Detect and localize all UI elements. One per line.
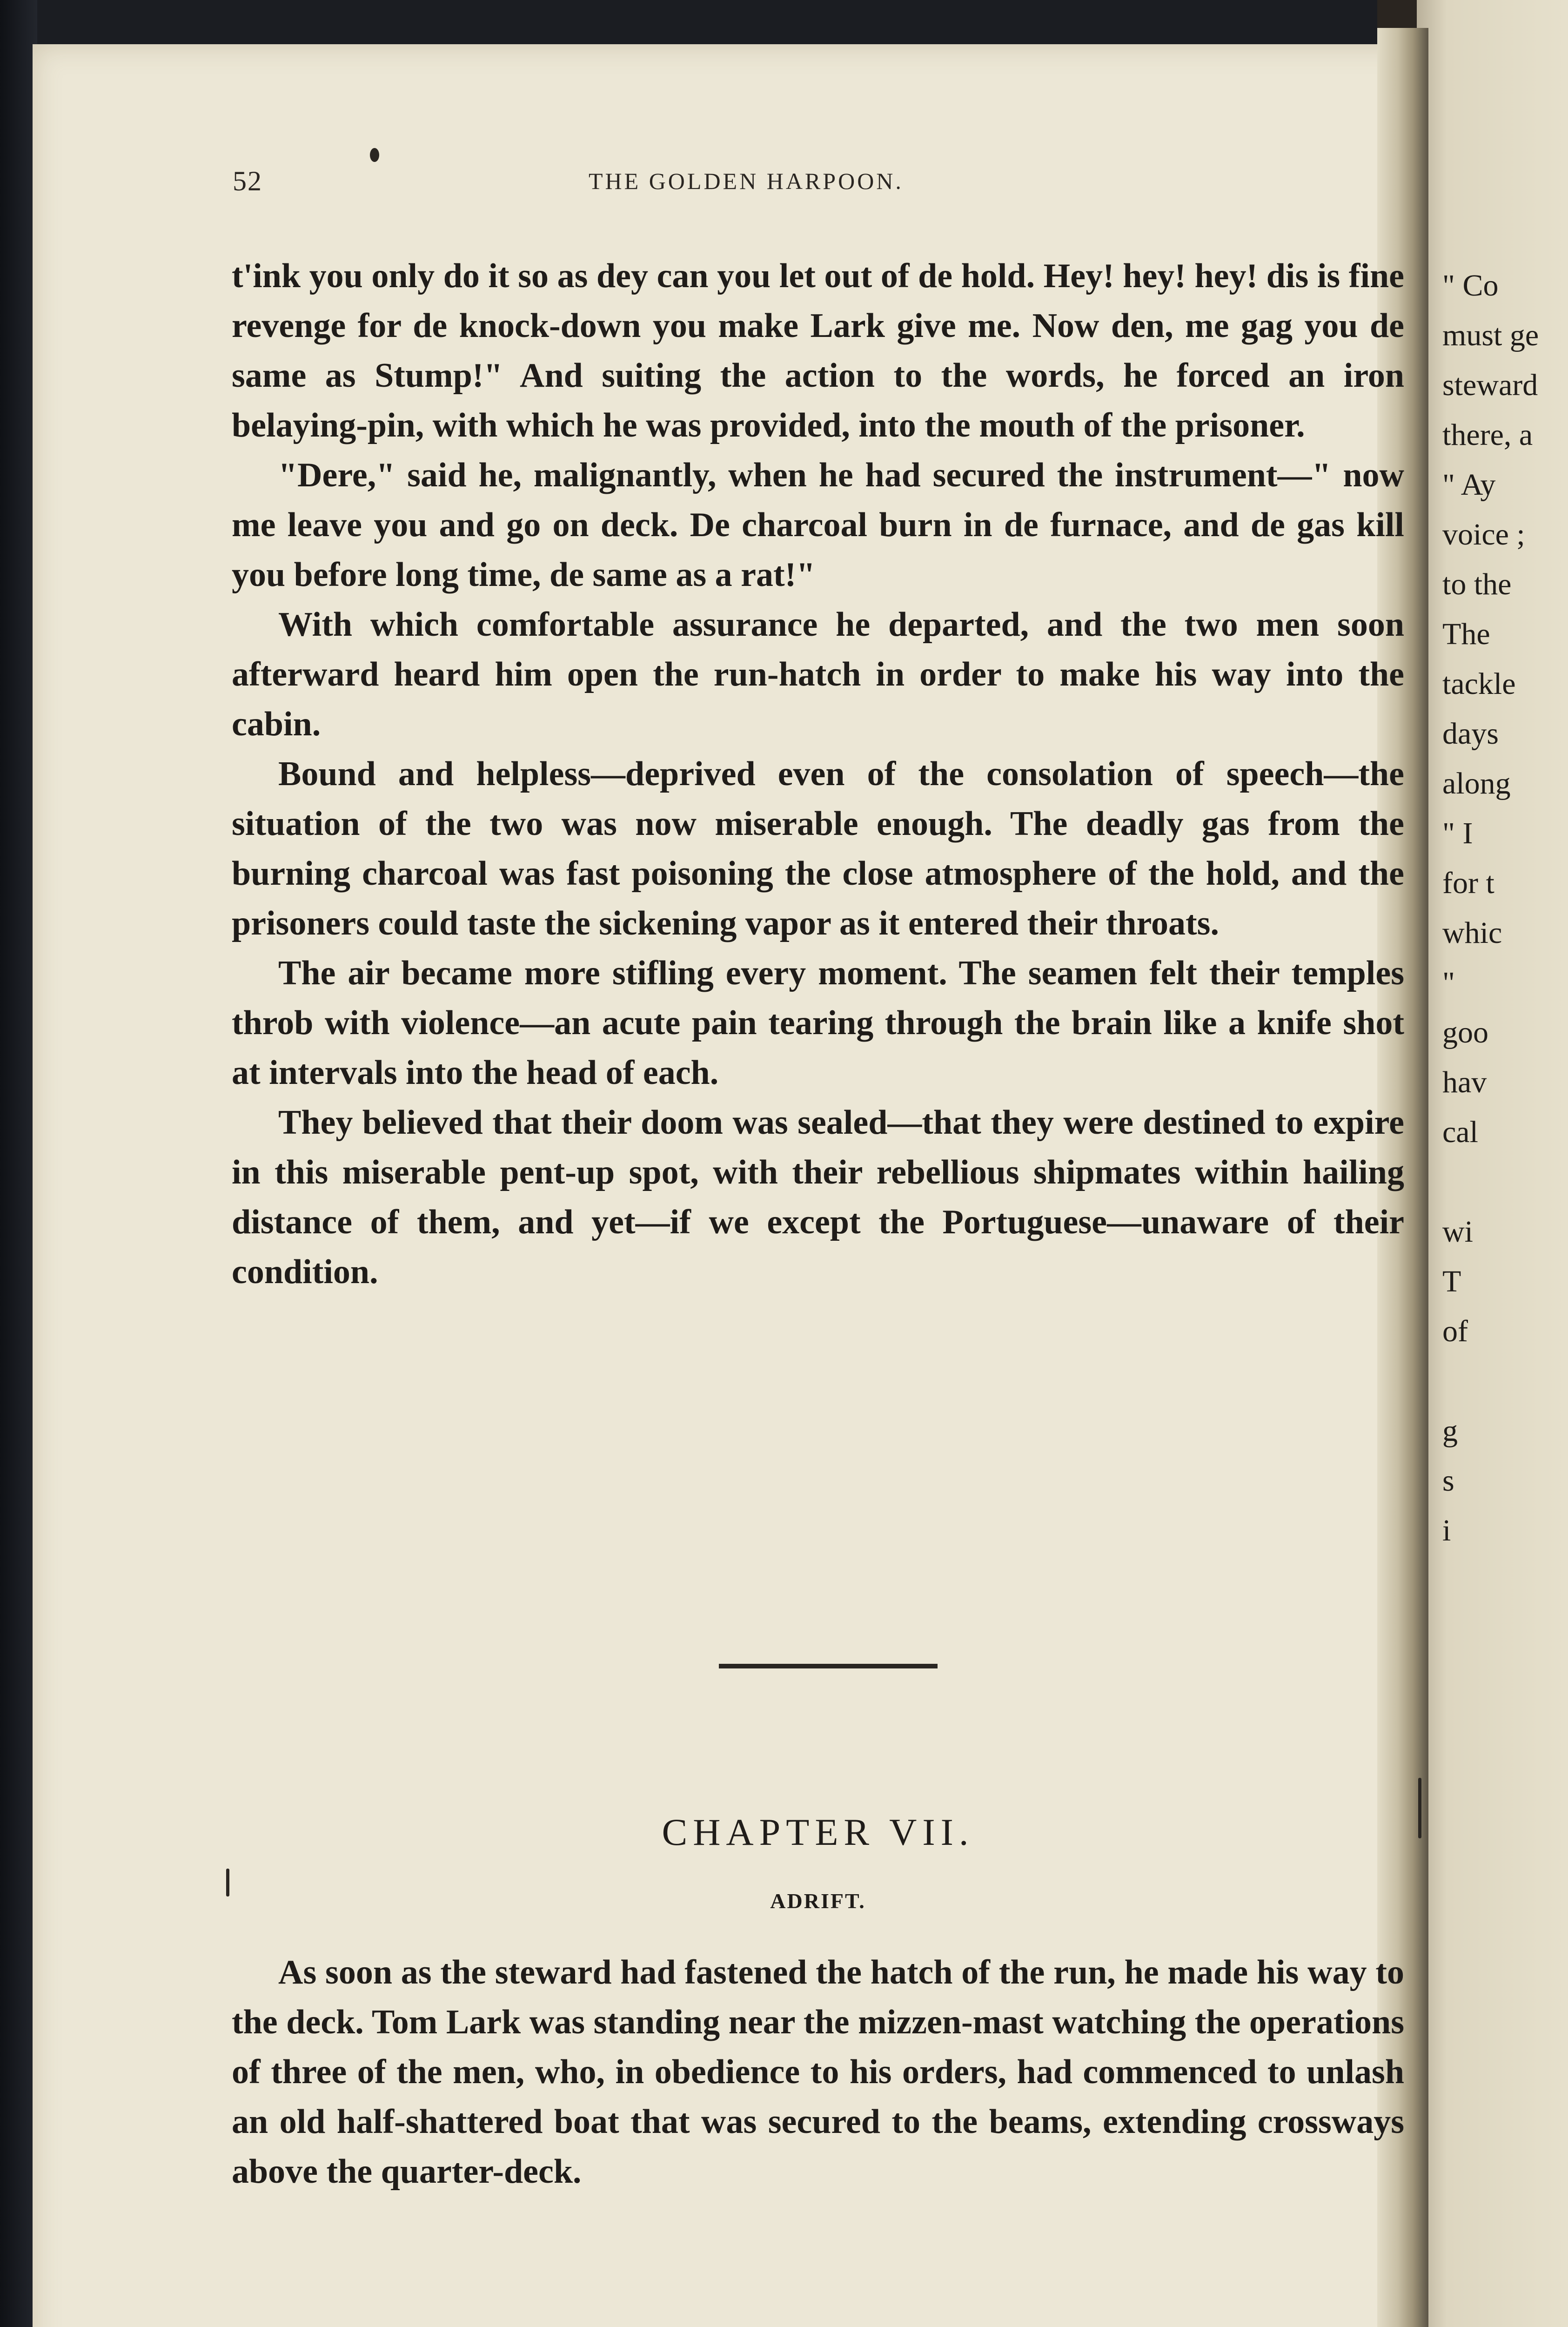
section-divider	[719, 1664, 938, 1668]
paragraph: They believed that their doom was sealed—that they were destined to expire in this miserable pent-up spot, with their rebellious shipmates within hailing distance of them, and yet—if we except the Portuguese—unaware of their condition.	[232, 1103, 1404, 1291]
facing-page-line: " Ay	[1442, 468, 1496, 502]
paragraph: "Dere," said he, malignantly, when he had secured the instrument—" now me leave you and go on deck. De charcoal burn in de furnace, and de gas kill you before long time, de same as a rat!"	[232, 456, 1404, 594]
facing-page-line: T	[1442, 1264, 1461, 1298]
facing-page-line: along	[1442, 767, 1511, 800]
body-text	[232, 251, 1404, 1297]
ink-speck	[1418, 1778, 1421, 1838]
facing-page-line: s	[1442, 1464, 1454, 1498]
facing-page-line: goo	[1442, 1016, 1488, 1049]
ink-speck	[370, 148, 379, 162]
paragraph: As soon as the steward had fastened the hatch of the run, he made his way to the deck. Tom Lark was standing near the mizzen-mast watching the operations of three of the men, who, in obedience to his orders, had commenced to unlash an old half-shattered boat that was secured to the beams, extending crossways above the quarter-deck.	[232, 1953, 1404, 2191]
facing-page-line: voice ;	[1442, 518, 1525, 551]
paragraph: Bound and helpless—deprived even of the consolation of speech—the situation of the two was now miserable enough. The deadly gas from the burning charcoal was fast poisoning the close atmosphere of the hold, and the prisoners could taste the sickening vapor as it entered their throats.	[232, 755, 1404, 942]
facing-page-line: hav	[1442, 1065, 1487, 1099]
facing-page-line: cal	[1442, 1115, 1478, 1149]
facing-page-line: steward	[1442, 368, 1538, 402]
paragraph: With which comfortable assurance he departed, and the two men soon afterward heard him open the run-hatch in order to make his way into the cabin.	[232, 605, 1404, 743]
facing-page-line: i	[1442, 1513, 1451, 1547]
facing-page-line: "	[1442, 966, 1455, 1000]
page-header	[233, 165, 1405, 202]
page-number: 52	[233, 166, 262, 196]
background-left-edge	[0, 0, 37, 2327]
facing-page	[1417, 0, 1568, 2327]
chapter-title: CHAPTER VII.	[662, 1811, 974, 1853]
paragraph: t'ink you only do it so as dey can you let out of de hold. Hey! hey! hey! dis is fine revenge for de knock-down you make Lark give me. Now den, me gag you de same as Stump!" And suiting the action to the words, he forced an iron belaying-pin, with which he was provided, into the mouth of the prisoner.	[232, 257, 1404, 444]
chapter-text	[232, 1948, 1404, 2197]
facing-page-line: there, a	[1442, 418, 1533, 452]
facing-page-line	[1442, 1157, 1568, 1207]
facing-page-line: wi	[1442, 1215, 1473, 1249]
facing-page-line	[1442, 1356, 1568, 1406]
running-title: THE GOLDEN HARPOON.	[589, 168, 904, 194]
facing-page-line: days	[1442, 717, 1499, 751]
facing-page-line: tackle	[1442, 667, 1516, 701]
facing-page-line: for t	[1442, 866, 1494, 900]
facing-page-line: to the	[1442, 567, 1512, 601]
facing-page-line: g	[1442, 1414, 1458, 1448]
facing-page-line: The	[1442, 617, 1490, 651]
facing-page-line: of	[1442, 1314, 1468, 1348]
chapter-subtitle: ADRIFT.	[770, 1889, 866, 1913]
facing-page-line: " Co	[1442, 269, 1499, 303]
ink-speck	[226, 1869, 229, 1897]
facing-page-text	[1442, 261, 1568, 1555]
paragraph: The air became more stifling every moment. The seamen felt their temples throb with violence—an acute pain tearing through the brain like a knife shot at intervals into the head of each.	[232, 954, 1404, 1092]
facing-page-line: must ge	[1442, 318, 1539, 352]
facing-page-line: " I	[1442, 816, 1473, 850]
facing-page-line: whic	[1442, 916, 1502, 950]
